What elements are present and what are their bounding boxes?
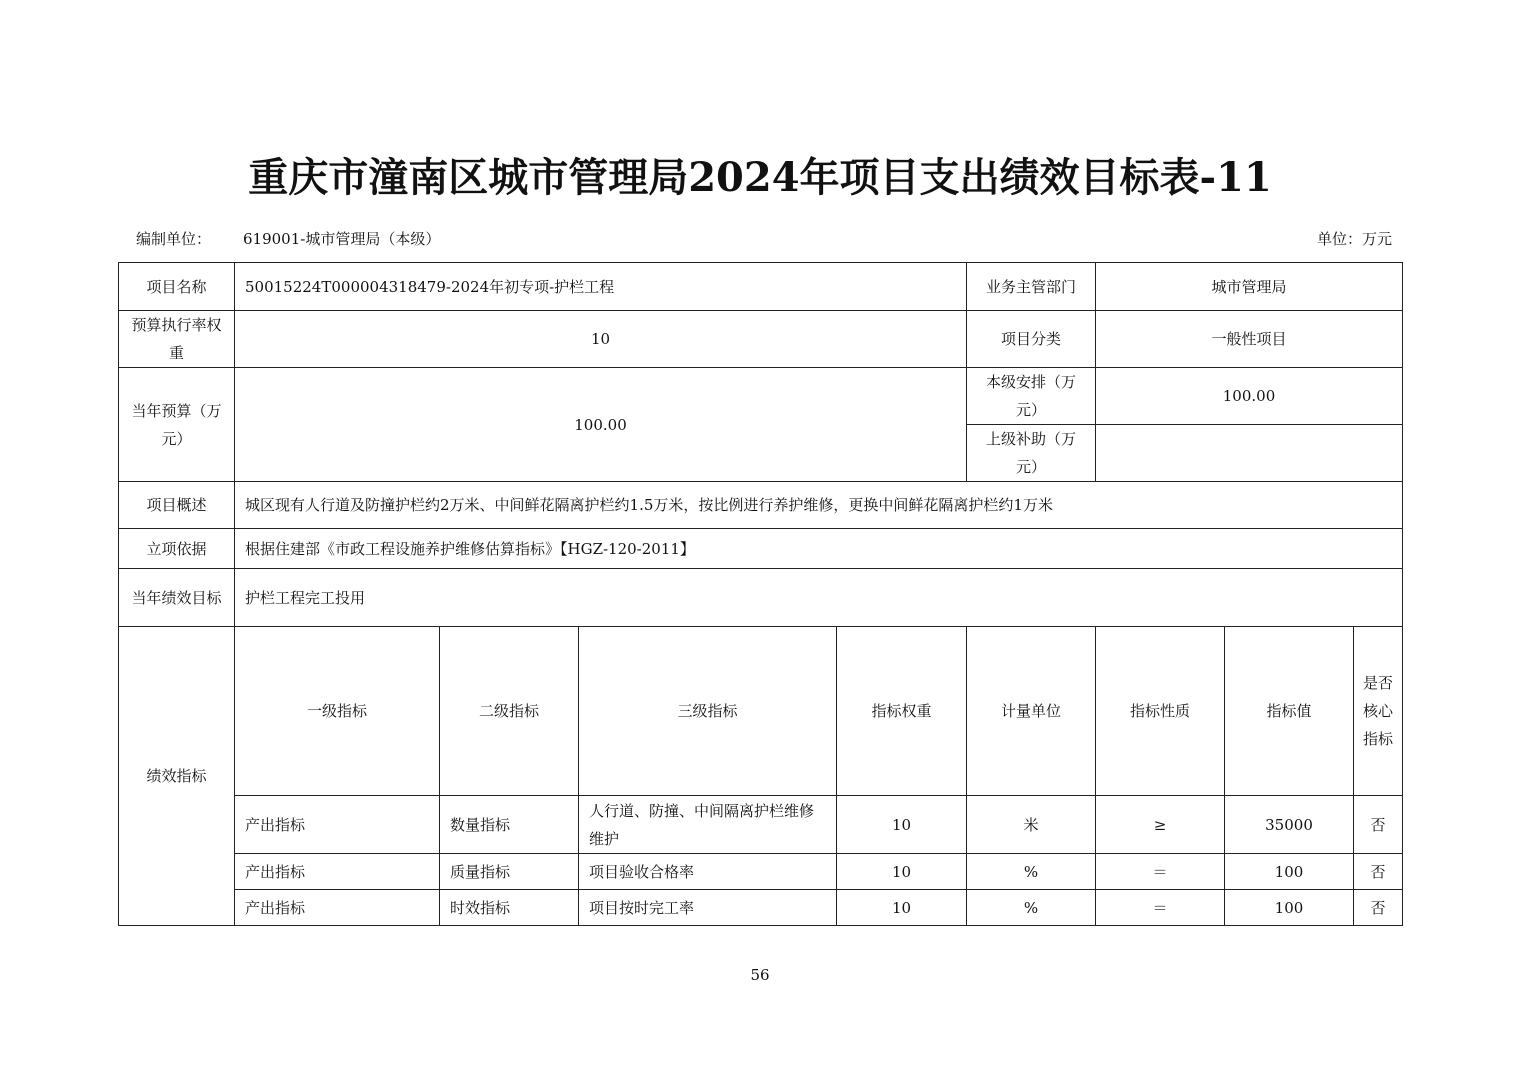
row1-level2: 数量指标 [440, 796, 579, 854]
table-row [119, 263, 1403, 311]
table-row [119, 854, 1403, 890]
table-row [119, 890, 1403, 926]
basis-value: 根据住建部《市政工程设施养护维修估算指标》【HGZ-120-2011】 [235, 529, 1403, 569]
budget-value: 100.00 [235, 368, 967, 482]
table-row [119, 529, 1403, 569]
row2-level3: 项目验收合格率 [579, 854, 837, 890]
row2-level2: 质量指标 [440, 854, 579, 890]
row3-core: 否 [1354, 890, 1403, 926]
category-value: 一般性项目 [1096, 311, 1403, 368]
unit-label: 单位：万元 [1316, 230, 1392, 248]
row3-level2: 时效指标 [440, 890, 579, 926]
row1-unit: 米 [967, 796, 1096, 854]
row1-level3: 人行道、防撞、中间隔离护栏维修维护 [579, 796, 837, 854]
overview-label: 项目概述 [119, 482, 235, 529]
project-name-value: 50015224T000004318479-2024年初专项-护栏工程 [235, 263, 967, 311]
upper-value [1096, 425, 1403, 482]
row3-level1: 产出指标 [235, 890, 440, 926]
row1-value: 35000 [1225, 796, 1354, 854]
upper-label: 上级补助（万元） [967, 425, 1096, 482]
row1-core: 否 [1354, 796, 1403, 854]
row2-nature: ＝ [1096, 854, 1225, 890]
row2-core: 否 [1354, 854, 1403, 890]
table-row [119, 482, 1403, 529]
row1-level1: 产出指标 [235, 796, 440, 854]
page-number: 56 [750, 966, 770, 984]
basis-label: 立项依据 [119, 529, 235, 569]
budget-label: 当年预算（万元） [119, 368, 235, 482]
table-row [119, 311, 1403, 368]
dept-label: 业务主管部门 [967, 263, 1096, 311]
row3-weight: 10 [837, 890, 967, 926]
exec-rate-label: 预算执行率权重 [119, 311, 235, 368]
page-title: 重庆市潼南区城市管理局2024年项目支出绩效目标表-11 [248, 154, 1272, 201]
project-name-label: 项目名称 [119, 263, 235, 311]
row2-unit: % [967, 854, 1096, 890]
row1-weight: 10 [837, 796, 967, 854]
row3-value: 100 [1225, 890, 1354, 926]
org-label: 编制单位： [136, 230, 212, 248]
table-row [119, 796, 1403, 854]
header-value: 指标值 [1225, 627, 1354, 796]
header-unit: 计量单位 [967, 627, 1096, 796]
goal-label: 当年绩效目标 [119, 569, 235, 627]
overview-value: 城区现有人行道及防撞护栏约2万米、中间鲜花隔离护栏约1.5万米，按比例进行养护维修，更换中间鲜花隔离护栏约1万米 [235, 482, 1403, 529]
header-level2: 二级指标 [440, 627, 579, 796]
row2-weight: 10 [837, 854, 967, 890]
indicator-header-row [119, 627, 1403, 796]
header-level3: 三级指标 [579, 627, 837, 796]
row2-value: 100 [1225, 854, 1354, 890]
header-level1: 一级指标 [235, 627, 440, 796]
row3-unit: % [967, 890, 1096, 926]
dept-value: 城市管理局 [1096, 263, 1403, 311]
header-core: 是否核心指标 [1354, 627, 1403, 796]
local-value: 100.00 [1096, 368, 1403, 425]
org-value: 619001-城市管理局（本级） [243, 230, 441, 248]
row2-level1: 产出指标 [235, 854, 440, 890]
table-row [119, 368, 1403, 425]
header-weight: 指标权重 [837, 627, 967, 796]
category-label: 项目分类 [967, 311, 1096, 368]
table-row [119, 569, 1403, 627]
local-label: 本级安排（万元） [967, 368, 1096, 425]
performance-table [118, 262, 1403, 926]
header-nature: 指标性质 [1096, 627, 1225, 796]
perf-label: 绩效指标 [119, 627, 235, 926]
row3-level3: 项目按时完工率 [579, 890, 837, 926]
exec-rate-value: 10 [235, 311, 967, 368]
row1-nature: ≥ [1096, 796, 1225, 854]
row3-nature: ＝ [1096, 890, 1225, 926]
goal-value: 护栏工程完工投用 [235, 569, 1403, 627]
